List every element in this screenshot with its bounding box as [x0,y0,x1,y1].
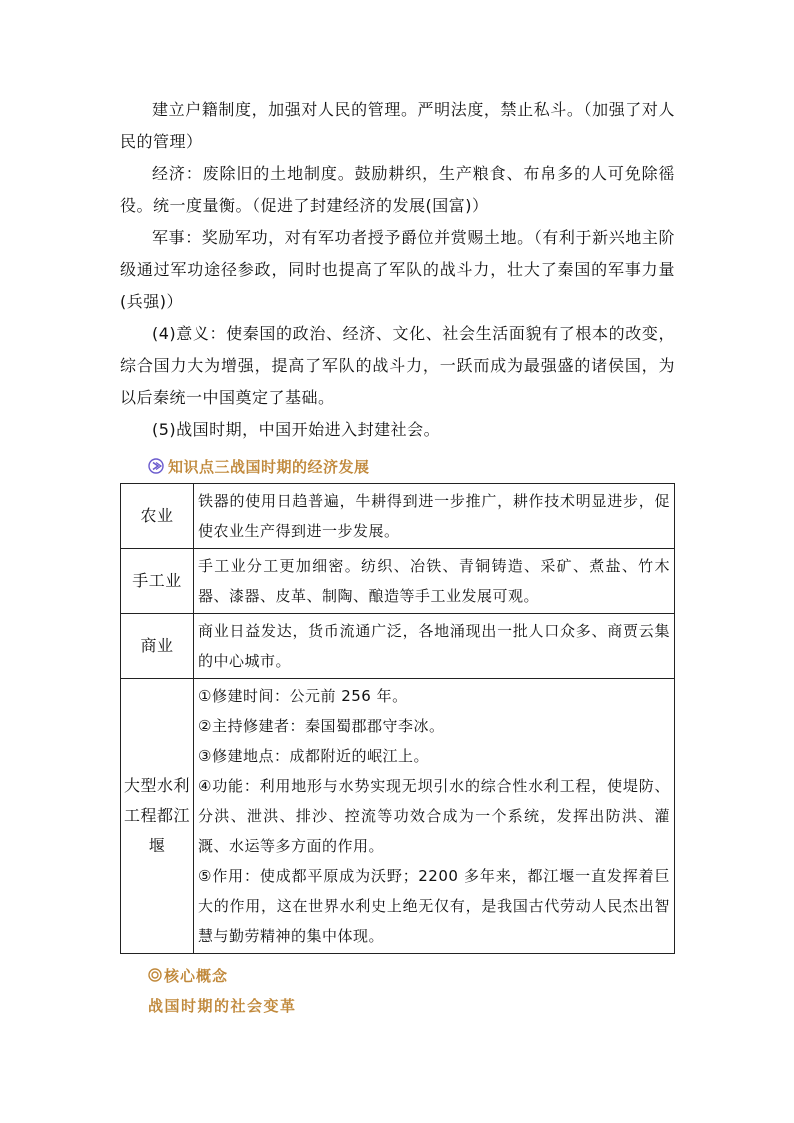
row-content-agriculture [194,484,675,549]
row-label-agriculture: 农业 [121,484,194,549]
concept-heading-text: 核心概念 [164,966,229,985]
row-label-handicraft: 手工业 [121,549,194,614]
dujiangyan-time: ①修建时间：公元前 256 年。 [198,687,408,705]
dujiangyan-function: ④功能：利用地形与水势实现无坝引水的综合性水利工程，使堤防、分洪、泄洪、排沙、控流等功效合成为一个系统，发挥出防洪、灌溉、水运等多方面的作用。 [198,777,670,855]
paragraph-economy: 经济：废除旧的土地制度。鼓励耕织，生产粮食、布帛多的人可免除徭役。统一度量衡。（促进了封建经济的发展(国富)） [120,164,675,215]
chevron-circle-icon [148,458,164,474]
row-content-handicraft [194,549,675,614]
row-text: 铁器的使用日趋普遍，牛耕得到进一步推广，耕作技术明显进步，促使农业生产得到进一步发展。 [198,492,670,540]
row-label-commerce: 商业 [121,614,194,679]
concept-heading [120,960,675,990]
economy-table [120,483,675,954]
row-text: 商业日益发达，货币流通广泛，各地涌现出一批人口众多、商贾云集的中心城市。 [198,622,670,670]
dujiangyan-location: ③修建地点：成都附近的岷江上。 [198,747,429,765]
table-row [121,614,675,679]
row-content-commerce [194,614,675,679]
dujiangyan-builder: ②主持修建者：秦国蜀郡郡守李冰。 [198,717,445,735]
table-row [121,549,675,614]
document-body [120,94,675,1020]
paragraph-registry: 建立户籍制度，加强对人民的管理。严明法度，禁止私斗。（加强了对人民的管理） [120,100,675,151]
row-text: 手工业分工更加细密。纺织、冶铁、青铜铸造、采矿、煮盐、竹木器、漆器、皮革、制陶、酿造等手工业发展可观。 [198,557,670,605]
paragraph-military: 军事：奖励军功，对有军功者授予爵位并赏赐土地。（有利于新兴地主阶级通过军功途径参政，同时也提高了军队的战斗力，壮大了秦国的军事力量(兵强)） [120,228,675,311]
row-label-dujiangyan: 大型水利工程都江堰 [121,679,194,954]
section-heading [120,452,675,480]
paragraph-feudal-society: (5)战国时期，中国开始进入封建社会。 [152,420,441,439]
concept-subheading: 战国时期的社会变革 [148,996,297,1015]
table-row [121,679,675,954]
double-circle-icon [148,968,162,982]
table-row [121,484,675,549]
row-content-dujiangyan [194,679,675,954]
dujiangyan-impact: ⑤作用：使成都平原成为沃野；2200 多年来，都江堰一直发挥着巨大的作用，这在世界水利史上绝无仅有，是我国古代劳动人民杰出智慧与勤劳精神的集中体现。 [198,867,670,945]
paragraph-significance: (4)意义：使秦国的政治、经济、文化、社会生活面貌有了根本的改变，综合国力大为增强，提高了军队的战斗力，一跃而成为最强盛的诸侯国，为以后秦统一中国奠定了基础。 [120,324,675,407]
section-heading-text: 知识点三战国时期的经济发展 [168,457,370,476]
